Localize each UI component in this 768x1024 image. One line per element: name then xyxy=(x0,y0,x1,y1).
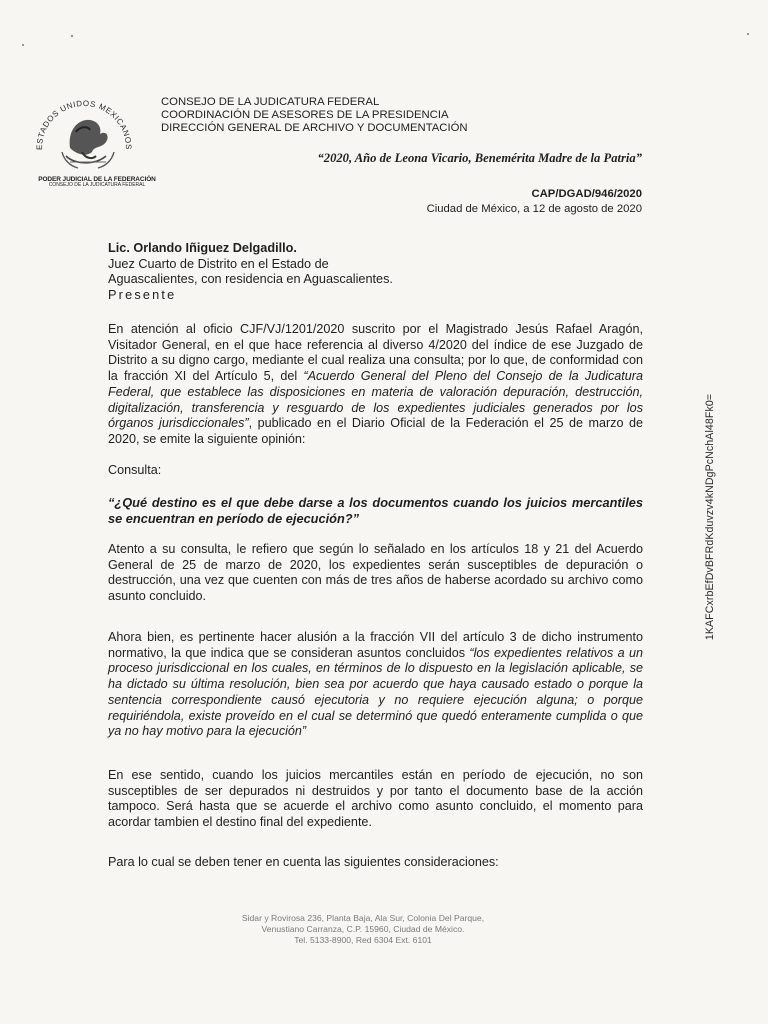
paragraph-text: Ahora bien, es pertinente hacer alusión a la fracción VII del artículo 3 de dicho instrumento normativo, la que indica que se consideran asuntos concluidos xyxy=(108,630,643,660)
seal-motto-text: ESTADOS UNIDOS MEXICANOS xyxy=(34,98,134,151)
paragraph-text: En atención al oficio CJF/VJ/1201/2020 suscrito por el Magistrado Jesús Rafael Aragón, Visitador General, en el que hace referencia al diverso 4/2020 del índice de ese Juzgado de Distrito a su digno cargo, mediante el cual realiza una consulta; por lo que, de conformidad con la fracción XI del Artículo 5, del xyxy=(108,322,643,384)
quoted-definition: “los expedientes relativos a un proceso jurisdiccional en los cuales, en términos de lo dispuesto en la legislación aplicable, se ha dictado su última resolución, bien sea por acuerdo que haya causado estado o porque la sentencia correspondiente causó ejecutoria y no requiere ejecución alguna; o porque requiriéndola, existe proveído en el cual se determinó que quedó enteramente cumplida o que ya no hay motivo para la ejecución” xyxy=(108,645,643,739)
body-paragraph: Para lo cual se deben tener en cuenta las siguientes consideraciones: xyxy=(108,855,499,869)
footer-address xyxy=(198,913,528,947)
seal-caption-line: PODER JUDICIAL DE LA FEDERACIÓN xyxy=(38,176,156,183)
quoted-agreement-title: “Acuerdo General del Pleno del Consejo de la Judicatura Federal, que establece las disposiciones en materia de valoración depuración, destrucción, digitalización, transferencia y resguardo de los expedientes judiciales generados por los órganos jurisdiccionales” xyxy=(108,369,643,431)
seal-caption-line: CONSEJO DE LA JUDICATURA FEDERAL xyxy=(48,182,146,189)
place-date: Ciudad de México, a 12 de agosto de 2020 xyxy=(426,203,642,215)
scan-speck xyxy=(71,35,73,37)
seal-caption xyxy=(32,176,162,189)
institution-line: CONSEJO DE LA JUDICATURA FEDERAL xyxy=(161,96,380,108)
body-paragraph xyxy=(108,630,643,740)
footer-line: Sidar y Rovirosa 236, Planta Baja, Ala Sur, Colonia Del Parque, xyxy=(241,913,485,923)
reference-code: CAP/DGAD/946/2020 xyxy=(531,188,642,200)
consulta-label: Consulta: xyxy=(108,463,162,477)
institution-header xyxy=(161,96,468,136)
addressee-presente: Presente xyxy=(108,287,177,302)
eagle-seal-icon xyxy=(30,86,138,176)
footer-line: Venustiano Carranza, C.P. 15960, Ciudad de México. xyxy=(261,924,465,935)
institution-line: DIRECCIÓN GENERAL DE ARCHIVO Y DOCUMENTACIÓN xyxy=(161,122,468,135)
body-paragraph: Atento a su consulta, le refiero que según lo señalado en los artículos 18 y 21 del Acuerdo General de 25 de marzo de 2020, los expedientes serán susceptibles de depuración o destrucción, una vez que cuenten con más de tres años de haberse acordado su archivo como asunto concluido. xyxy=(108,542,643,604)
footer-line: Tel. 5133-8900, Red 6304 Ext. 6101 xyxy=(294,935,432,946)
reference-block xyxy=(427,187,642,217)
year-motto: “2020, Año de Leona Vicario, Benemérita Madre de la Patria” xyxy=(317,151,642,165)
addressee-name: Lic. Orlando Iñiguez Delgadillo. xyxy=(108,241,297,255)
paragraph-text: , publicado en el Diario Oficial de la Federación el 25 de marzo de 2020, se emite la siguiente opinión: xyxy=(108,416,643,446)
institution-line: COORDINACIÓN DE ASESORES DE LA PRESIDENCIA xyxy=(161,109,449,122)
consulta-question: “¿Qué destino es el que debe darse a los documentos cuando los juicios mercantiles se encuentran en período de ejecución?” xyxy=(108,495,643,526)
side-verification-code: 1KAFCxrbEfDvBFRdKduvzv4kNDgPcNchAl48Fk0= xyxy=(704,393,716,641)
body-paragraph xyxy=(108,322,643,448)
scan-speck xyxy=(22,44,24,46)
addressee-block xyxy=(108,241,393,303)
addressee-line: Aguascalientes, con residencia en Aguascalientes. xyxy=(108,272,393,286)
scan-speck xyxy=(747,33,749,35)
body-paragraph: En ese sentido, cuando los juicios mercantiles están en período de ejecución, no son susceptibles de ser depurados ni destruidos y por tanto el documento base de la acción tampoco. Será hasta que se acuerde el archivo como asunto concluido, el momento para acordar tambien el destino final del expediente. xyxy=(108,768,643,830)
addressee-line: Juez Cuarto de Distrito en el Estado de xyxy=(108,256,329,271)
